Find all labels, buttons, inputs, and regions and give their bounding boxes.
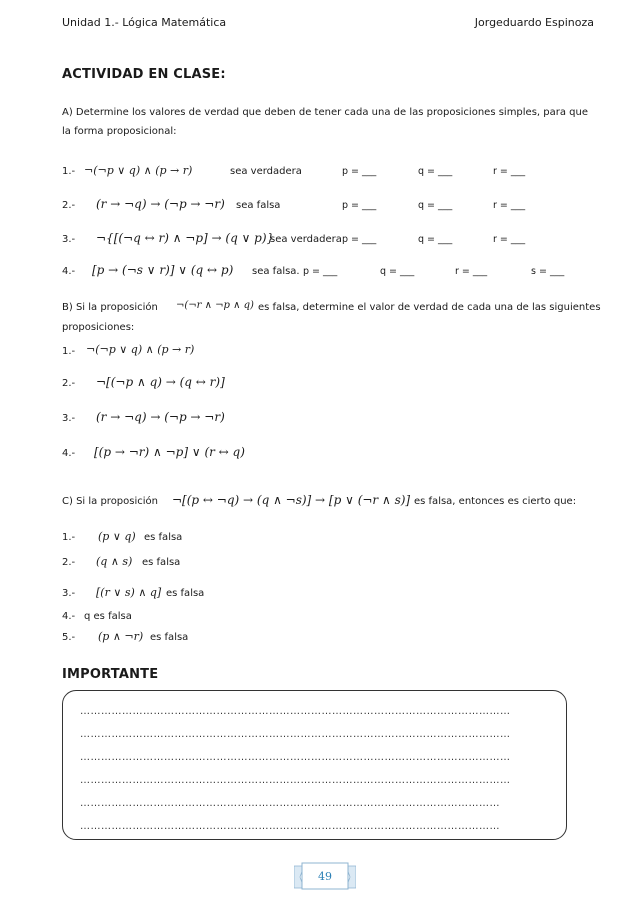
a3-number: 3.-: [62, 234, 76, 245]
a3-blank-q[interactable]: q = ___: [418, 234, 453, 245]
section-b-intro-expression: ¬(¬r ∧ ¬p ∧ q): [176, 300, 254, 311]
a3-blank-r[interactable]: r = ___: [493, 234, 526, 245]
a4-blank-q[interactable]: q = ___: [380, 266, 415, 277]
a2-blank-p[interactable]: p = ___: [342, 200, 377, 211]
a2-blank-q[interactable]: q = ___: [418, 200, 453, 211]
a2-expression: (r → ¬q) → (¬p → ¬r): [96, 197, 225, 211]
section-a-intro-line2: la forma proposicional:: [62, 126, 177, 137]
a1-blank-r[interactable]: r = ___: [493, 166, 526, 177]
c1-expression: (p ∨ q): [98, 530, 136, 543]
a4-condition: sea falsa.: [252, 266, 300, 277]
b1-number: 1.-: [62, 346, 76, 357]
section-b-intro-post: es falsa, determine el valor de verdad de cada una de las siguientes: [258, 302, 601, 313]
b2-number: 2.-: [62, 378, 76, 389]
a3-expression: ¬{[(¬q ↔ r) ∧ ¬p] → (q ∨ p)}: [96, 231, 275, 245]
a4-blank-p[interactable]: p = ___: [303, 266, 338, 277]
c1-tail: es falsa: [144, 532, 183, 543]
note-line-4[interactable]: ……………………………………………………………………………………………………………: [80, 775, 511, 786]
a2-condition: sea falsa: [236, 200, 281, 211]
note-line-5[interactable]: …………………………………………………………………………………………………………: [80, 798, 500, 809]
a1-number: 1.-: [62, 166, 76, 177]
note-line-2[interactable]: ……………………………………………………………………………………………………………: [80, 729, 511, 740]
b2-expression: ¬[(¬p ∧ q) → (q ↔ r)]: [96, 375, 225, 389]
b1-expression: ¬(¬p ∨ q) ∧ (p → r): [86, 343, 195, 356]
c5-tail: es falsa: [150, 632, 189, 643]
a4-blank-r[interactable]: r = ___: [455, 266, 488, 277]
a3-blank-p[interactable]: p = ___: [342, 234, 377, 245]
b3-number: 3.-: [62, 413, 76, 424]
c5-number: 5.-: [62, 632, 76, 643]
c1-number: 1.-: [62, 532, 76, 543]
section-c-intro-pre: C) Si la proposición: [62, 496, 158, 507]
a4-number: 4.-: [62, 266, 76, 277]
c3-tail: es falsa: [166, 588, 205, 599]
b4-number: 4.-: [62, 448, 76, 459]
header-left: Unidad 1.- Lógica Matemática: [62, 16, 227, 29]
section-b-intro-pre: B) Si la proposición: [62, 302, 158, 313]
c3-number: 3.-: [62, 588, 76, 599]
a3-condition: sea verdadera: [270, 234, 342, 245]
a2-number: 2.-: [62, 200, 76, 211]
c5-expression: (p ∧ ¬r): [98, 630, 144, 643]
note-line-1[interactable]: ……………………………………………………………………………………………………………: [80, 706, 511, 717]
section-b-intro-line2: proposiciones:: [62, 322, 135, 333]
a1-blank-q[interactable]: q = ___: [418, 166, 453, 177]
important-title: IMPORTANTE: [62, 667, 159, 682]
a1-blank-p[interactable]: p = ___: [342, 166, 377, 177]
a2-blank-r[interactable]: r = ___: [493, 200, 526, 211]
b3-expression: (r → ¬q) → (¬p → ¬r): [96, 410, 225, 424]
note-line-3[interactable]: ……………………………………………………………………………………………………………: [80, 752, 511, 763]
section-a-intro-line1: A) Determine los valores de verdad que deben de tener cada una de las proposiciones simples, para que: [62, 107, 589, 118]
a1-expression: ¬(¬p ∨ q) ∧ (p → r): [84, 164, 193, 177]
page-number: 49: [318, 870, 332, 883]
b4-expression: [(p → ¬r) ∧ ¬p] ∨ (r ↔ q): [94, 445, 245, 459]
page-number-badge: [294, 862, 356, 892]
c4-number: 4.-: [62, 611, 76, 622]
a4-blank-s[interactable]: s = ___: [531, 266, 565, 277]
note-line-6[interactable]: …………………………………………………………………………………………………………: [80, 821, 500, 832]
c2-tail: es falsa: [142, 557, 181, 568]
page-title: ACTIVIDAD EN CLASE:: [62, 67, 226, 82]
a1-condition: sea verdadera: [230, 166, 302, 177]
header-right: Jorgeduardo Espinoza: [474, 16, 594, 29]
c2-expression: (q ∧ s): [96, 555, 133, 568]
c4-tail: q es falsa: [84, 611, 132, 622]
c3-expression: [(r ∨ s) ∧ q]: [96, 586, 162, 599]
section-c-intro-post: es falsa, entonces es cierto que:: [414, 496, 577, 507]
section-c-intro-expression: ¬[(p ↔ ¬q) → (q ∧ ¬s)] → [p ∨ (¬r ∧ s)]: [172, 493, 411, 507]
c2-number: 2.-: [62, 557, 76, 568]
a4-expression: [p → (¬s ∨ r)] ∨ (q ↔ p): [92, 263, 234, 277]
